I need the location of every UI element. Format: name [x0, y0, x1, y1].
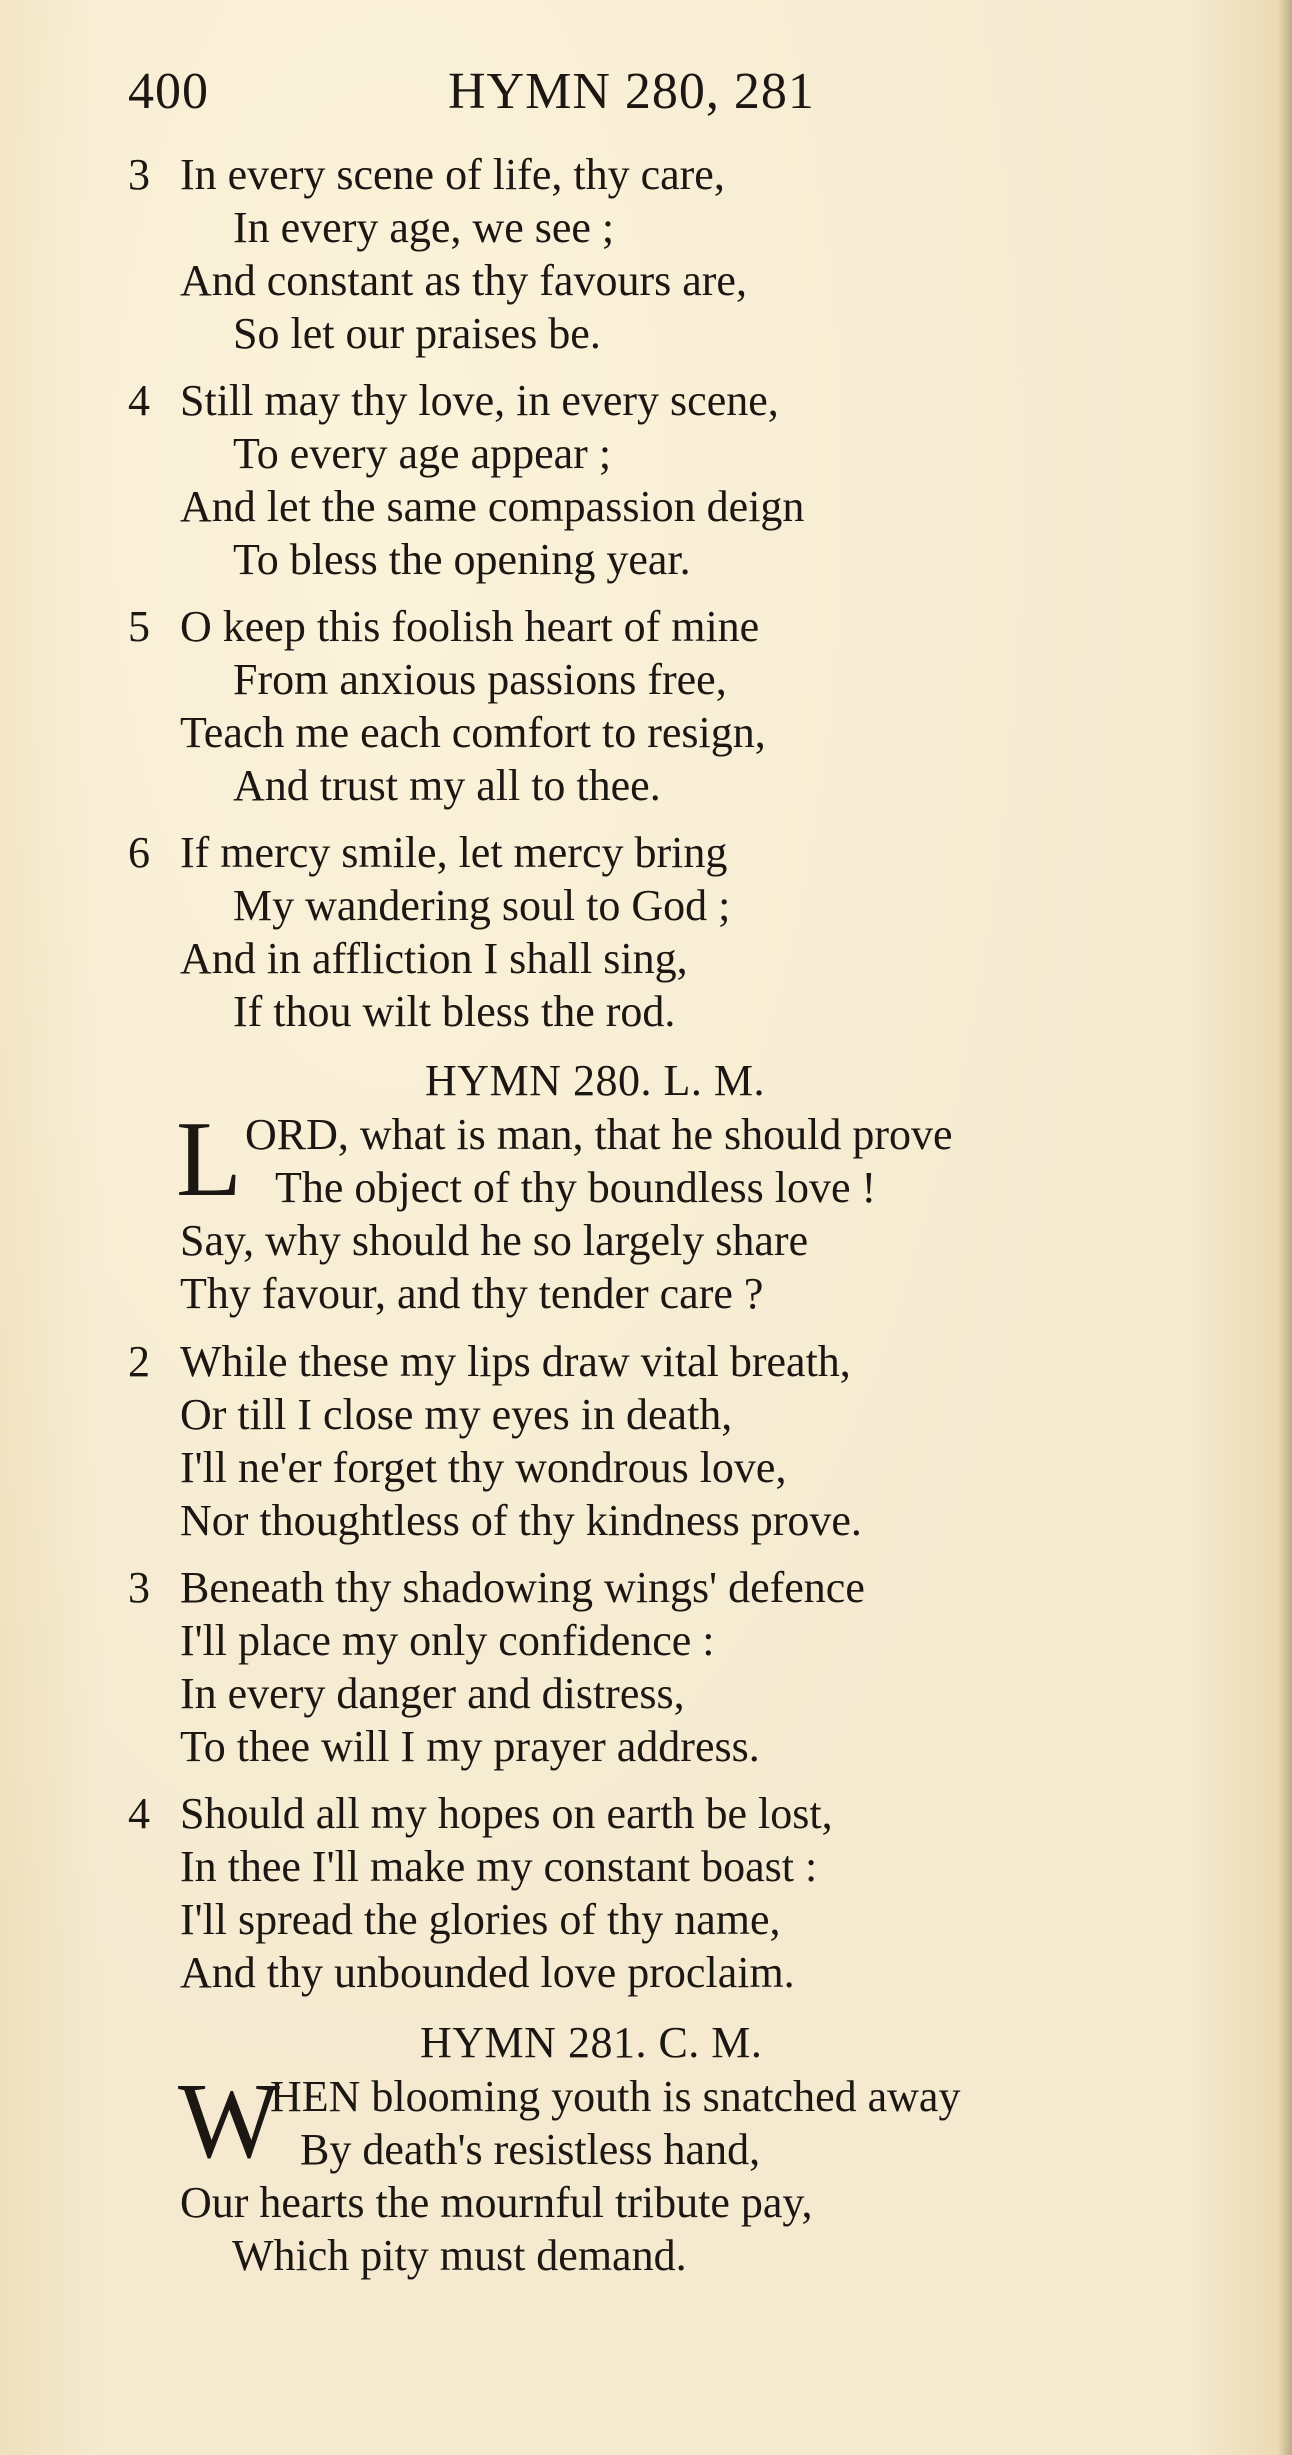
- verse-line: O keep this foolish heart of mine: [180, 602, 760, 651]
- hymn-281-heading: HYMN 281. C. M.: [420, 2018, 763, 2067]
- verse-line: Which pity must demand.: [232, 2231, 687, 2280]
- verse-line: ORD, what is man, that he should prove: [245, 1110, 953, 1159]
- verse-line: I'll spread the glories of thy name,: [180, 1895, 781, 1944]
- verse-line: My wandering soul to God ;: [233, 881, 731, 930]
- verse-line: Say, why should he so largely share: [180, 1216, 809, 1265]
- hymn-280-stanza-2: [128, 1335, 1238, 1547]
- verse-line: Beneath thy shadowing wings' defence: [180, 1563, 865, 1612]
- verse-line: And thy unbounded love proclaim.: [180, 1948, 795, 1997]
- verse-line: So let our praises be.: [233, 309, 601, 358]
- verse-line: Our hearts the mournful tribute pay,: [180, 2178, 813, 2227]
- drop-cap: L: [176, 1100, 242, 1219]
- verse-line: In every danger and distress,: [180, 1669, 685, 1718]
- verse-line: Still may thy love, in every scene,: [180, 376, 779, 425]
- verse-line: If thou wilt bless the rod.: [233, 987, 676, 1036]
- page-edge-shadow: [1278, 0, 1292, 2455]
- stanza-number: 2: [128, 1337, 150, 1386]
- verse-line: And let the same compassion deign: [180, 482, 805, 531]
- verse-line: HEN blooming youth is snatched away: [270, 2072, 961, 2121]
- stanza-3: [128, 148, 1238, 360]
- stanza-number: 4: [128, 376, 150, 425]
- stanza-4: [128, 374, 1238, 586]
- verse-line: To every age appear ;: [233, 429, 612, 478]
- hymn-280-stanza-4: [128, 1787, 1238, 1999]
- verse-line: I'll place my only confidence :: [180, 1616, 715, 1665]
- verse-line: And in affliction I shall sing,: [180, 934, 688, 983]
- verse-line: Teach me each comfort to resign,: [180, 708, 766, 757]
- hymn-280-heading: HYMN 280. L. M.: [425, 1056, 765, 1105]
- stanza-number: 4: [128, 1789, 150, 1838]
- verse-line: And constant as thy favours are,: [180, 256, 747, 305]
- page-number: 400: [128, 63, 209, 120]
- verse-line: By death's resistless hand,: [300, 2125, 761, 2174]
- hymn-280-stanza-3: [128, 1561, 1238, 1773]
- stanza-number: 6: [128, 828, 150, 877]
- verse-line: In thee I'll make my constant boast :: [180, 1842, 818, 1891]
- verse-line: Should all my hopes on earth be lost,: [180, 1789, 833, 1838]
- verse-line: I'll ne'er forget thy wondrous love,: [180, 1443, 787, 1492]
- verse-line: Nor thoughtless of thy kindness prove.: [180, 1496, 862, 1545]
- running-head: [128, 62, 888, 132]
- verse-line: If mercy smile, let mercy bring: [180, 828, 728, 877]
- verse-line: While these my lips draw vital breath,: [180, 1337, 851, 1386]
- verse-line: Thy favour, and thy tender care ?: [180, 1269, 764, 1318]
- stanza-number: 3: [128, 1563, 150, 1612]
- verse-line: Or till I close my eyes in death,: [180, 1390, 733, 1439]
- verse-line: To bless the opening year.: [233, 535, 691, 584]
- verse-line: From anxious passions free,: [233, 655, 727, 704]
- verse-line: In every scene of life, thy care,: [180, 150, 725, 199]
- verse-line: In every age, we see ;: [233, 203, 615, 252]
- verse-line: And trust my all to thee.: [233, 761, 661, 810]
- stanza-number: 3: [128, 150, 150, 199]
- stanza-6: [128, 826, 1238, 1038]
- verse-line: The object of thy boundless love !: [275, 1163, 877, 1212]
- drop-cap: W: [178, 2062, 280, 2181]
- stanza-5: [128, 600, 1238, 812]
- stanza-number: 5: [128, 602, 150, 651]
- verse-line: To thee will I my prayer address.: [180, 1722, 760, 1771]
- running-title: HYMN 280, 281: [448, 63, 815, 120]
